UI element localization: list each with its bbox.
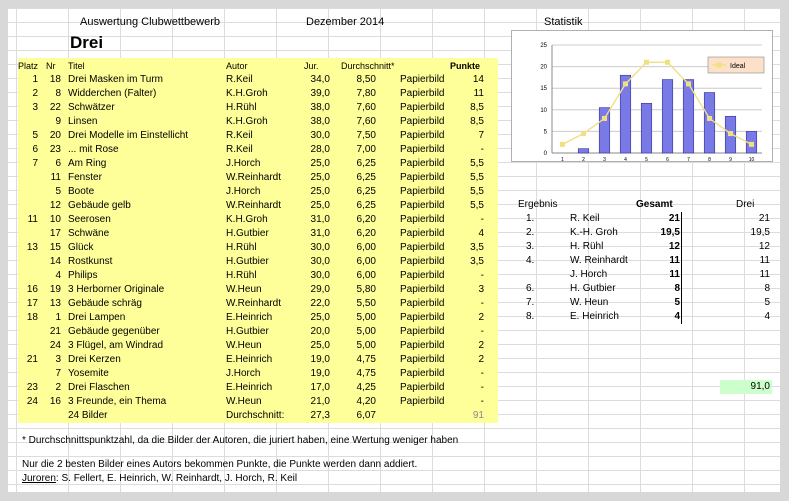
- x-tick-label: 10: [748, 157, 755, 161]
- cell-titel[interactable]: Yosemite: [68, 368, 109, 379]
- ergebnis-title: Ergebnis: [518, 199, 558, 210]
- erg-name[interactable]: K.-H. Groh: [570, 227, 618, 238]
- cell-avg[interactable]: 4,75: [356, 354, 376, 365]
- cell-avg[interactable]: 7,60: [356, 102, 376, 113]
- erg-rank[interactable]: 2.: [526, 227, 535, 238]
- cell-nr[interactable]: 15: [49, 242, 61, 253]
- legend-marker: [717, 63, 722, 68]
- cell-jur[interactable]: 38,0: [310, 102, 330, 113]
- cell-punkte[interactable]: 5,5: [470, 200, 484, 211]
- cell-jur[interactable]: 25,0: [310, 340, 330, 351]
- ideal-point: [707, 116, 712, 121]
- col-nr: Nr: [46, 61, 56, 71]
- cell-punkte[interactable]: -: [480, 214, 484, 225]
- cell-platz[interactable]: 17: [26, 298, 38, 309]
- cell-nr[interactable]: 11: [50, 172, 61, 183]
- ideal-point: [623, 81, 628, 86]
- cell-autor[interactable]: W.Reinhardt: [226, 298, 282, 309]
- cell-titel[interactable]: 3 Herborner Originale: [68, 284, 165, 295]
- header-title: Auswertung Clubwettbewerb: [80, 16, 221, 28]
- cell-platz[interactable]: 11: [27, 214, 38, 225]
- x-tick-label: 9: [729, 157, 732, 161]
- cell-jur[interactable]: 25,0: [310, 200, 330, 211]
- cell-punkte[interactable]: -: [480, 270, 484, 281]
- cell-nr[interactable]: 1: [55, 312, 61, 323]
- cell-autor[interactable]: W.Heun: [226, 396, 262, 407]
- x-tick-label: 7: [687, 157, 690, 161]
- cell-type[interactable]: Papierbild: [400, 214, 445, 225]
- cell-autor[interactable]: W.Heun: [226, 284, 262, 295]
- statistik-label: Statistik: [544, 16, 583, 28]
- jury-names: : S. Fellert, E. Heinrich, W. Reinhardt, J. Horch, R. Keil: [55, 473, 298, 484]
- cell-type[interactable]: Papierbild: [400, 158, 445, 169]
- ideal-point: [644, 60, 649, 65]
- erg-drei[interactable]: 4: [764, 311, 770, 322]
- cell-titel[interactable]: Drei Flaschen: [68, 382, 130, 393]
- cell-platz[interactable]: 5: [32, 130, 38, 141]
- cell-platz[interactable]: 6: [32, 144, 38, 155]
- cell-type[interactable]: Papierbild: [400, 326, 445, 337]
- cell-type[interactable]: Papierbild: [400, 284, 445, 295]
- cell-platz[interactable]: 1: [32, 74, 38, 85]
- cell-titel[interactable]: Fenster: [68, 172, 102, 183]
- cell-autor[interactable]: J.Horch: [226, 186, 261, 197]
- col-autor: Autor: [226, 61, 248, 71]
- bar: [641, 103, 652, 153]
- cell-avg[interactable]: 7,50: [356, 130, 376, 141]
- cell-type[interactable]: Papierbild: [400, 74, 445, 85]
- erg-total[interactable]: 11: [669, 255, 680, 266]
- cell-nr[interactable]: 19: [49, 284, 61, 295]
- erg-total-border: [681, 226, 682, 240]
- erg-rank[interactable]: 8.: [526, 311, 535, 322]
- cell-platz[interactable]: 13: [26, 242, 38, 253]
- cell-titel[interactable]: Glück: [68, 242, 94, 253]
- cell-jur[interactable]: 25,0: [310, 158, 330, 169]
- cell-nr[interactable]: 21: [49, 326, 61, 337]
- cell-autor[interactable]: W.Heun: [226, 340, 262, 351]
- cell-nr[interactable]: 8: [55, 88, 61, 99]
- cell-autor[interactable]: E.Heinrich: [226, 312, 273, 323]
- erg-total-border: [681, 268, 682, 282]
- cell-nr[interactable]: 3: [55, 354, 61, 365]
- erg-rank[interactable]: 7.: [526, 297, 535, 308]
- cell-titel[interactable]: Linsen: [68, 116, 98, 127]
- cell-jur[interactable]: 20,0: [310, 326, 330, 337]
- cell-autor[interactable]: H.Gutbier: [226, 326, 269, 337]
- cell-nr[interactable]: 5: [55, 186, 61, 197]
- cell-avg[interactable]: 6,25: [356, 172, 376, 183]
- cell-type[interactable]: Papierbild: [400, 396, 445, 407]
- erg-name[interactable]: J. Horch: [570, 269, 608, 280]
- erg-total[interactable]: 4: [674, 311, 680, 322]
- cell-jur[interactable]: 25,0: [310, 172, 330, 183]
- summary-count: 24 Bilder: [68, 410, 108, 421]
- cell-jur[interactable]: 19,0: [310, 368, 330, 379]
- cell-nr[interactable]: 22: [49, 102, 61, 113]
- cell-punkte[interactable]: 2: [478, 312, 484, 323]
- cell-avg[interactable]: 7,60: [356, 116, 376, 127]
- cell-avg[interactable]: 5,00: [356, 312, 376, 323]
- cell-autor[interactable]: H.Rühl: [226, 102, 257, 113]
- cell-jur[interactable]: 21,0: [310, 396, 330, 407]
- erg-rank[interactable]: 4.: [526, 255, 535, 266]
- ergebnis-col-total: Gesamt: [636, 199, 673, 210]
- cell-type[interactable]: Papierbild: [400, 312, 445, 323]
- cell-platz[interactable]: 16: [26, 284, 38, 295]
- cell-type[interactable]: Papierbild: [400, 354, 445, 365]
- jury-label: Juroren: [22, 473, 56, 484]
- cell-avg[interactable]: 6,25: [356, 158, 376, 169]
- spreadsheet[interactable]: [8, 8, 780, 492]
- ergebnis-col-drei: Drei: [736, 199, 755, 210]
- cell-titel[interactable]: Gebäude schräg: [68, 298, 142, 309]
- cell-avg[interactable]: 7,80: [356, 88, 376, 99]
- col-titel: Titel: [68, 61, 85, 71]
- ideal-line: [563, 62, 752, 144]
- cell-autor[interactable]: R.Keil: [226, 74, 253, 85]
- x-tick-label: 3: [603, 157, 606, 161]
- x-tick-label: 6: [666, 157, 669, 161]
- cell-avg[interactable]: 6,00: [356, 242, 376, 253]
- cell-titel[interactable]: Seerosen: [68, 214, 111, 225]
- cell-titel[interactable]: Gebäude gelb: [68, 200, 131, 211]
- cell-punkte[interactable]: -: [480, 298, 484, 309]
- cell-type[interactable]: Papierbild: [400, 298, 445, 309]
- ergebnis-sum[interactable]: 91,0: [750, 381, 770, 392]
- cell-nr[interactable]: 23: [49, 144, 61, 155]
- erg-name[interactable]: H. Gutbier: [570, 283, 616, 294]
- cell-punkte[interactable]: 3,5: [470, 256, 484, 267]
- cell-avg[interactable]: 4,75: [356, 368, 376, 379]
- y-tick-label: 10: [540, 107, 547, 114]
- cell-nr[interactable]: 10: [49, 214, 61, 225]
- cell-avg[interactable]: 6,25: [356, 186, 376, 197]
- cell-type[interactable]: Papierbild: [400, 256, 445, 267]
- cell-autor[interactable]: W.Reinhardt: [226, 200, 282, 211]
- erg-name[interactable]: W. Reinhardt: [570, 255, 628, 266]
- erg-total-border: [681, 310, 682, 324]
- cell-avg[interactable]: 5,00: [356, 326, 376, 337]
- x-tick-label: 8: [708, 157, 711, 161]
- cell-avg[interactable]: 5,80: [356, 284, 376, 295]
- erg-rank[interactable]: 3.: [526, 241, 535, 252]
- legend-label: Ideal: [730, 63, 746, 70]
- cell-autor[interactable]: R.Keil: [226, 130, 253, 141]
- cell-nr[interactable]: 4: [55, 270, 61, 281]
- cell-avg[interactable]: 6,00: [356, 270, 376, 281]
- cell-jur[interactable]: 25,0: [310, 312, 330, 323]
- cell-avg[interactable]: 6,25: [356, 200, 376, 211]
- cell-platz[interactable]: 18: [26, 312, 38, 323]
- cell-avg[interactable]: 4,20: [356, 396, 376, 407]
- cell-type[interactable]: Papierbild: [400, 368, 445, 379]
- erg-drei[interactable]: 8: [764, 283, 770, 294]
- cell-titel[interactable]: Schwäne: [68, 228, 110, 239]
- cell-punkte[interactable]: -: [480, 382, 484, 393]
- cell-jur[interactable]: 29,0: [310, 284, 330, 295]
- cell-type[interactable]: Papierbild: [400, 102, 445, 113]
- cell-platz[interactable]: 7: [32, 158, 38, 169]
- cell-autor[interactable]: R.Keil: [226, 144, 253, 155]
- cell-type[interactable]: Papierbild: [400, 382, 445, 393]
- cell-jur[interactable]: 31,0: [310, 228, 330, 239]
- cell-autor[interactable]: W.Reinhardt: [226, 172, 282, 183]
- cell-autor[interactable]: E.Heinrich: [226, 354, 273, 365]
- col-punkte: Punkte: [450, 61, 481, 71]
- cell-autor[interactable]: J.Horch: [226, 368, 261, 379]
- erg-name[interactable]: R. Keil: [570, 213, 600, 224]
- cell-nr[interactable]: 7: [55, 368, 61, 379]
- cell-avg[interactable]: 7,00: [356, 144, 376, 155]
- erg-drei[interactable]: 11: [759, 269, 770, 280]
- cell-titel[interactable]: Widderchen (Falter): [68, 88, 157, 99]
- cell-jur[interactable]: 22,0: [310, 298, 330, 309]
- cell-autor[interactable]: K.H.Groh: [226, 88, 268, 99]
- cell-jur[interactable]: 39,0: [310, 88, 330, 99]
- cell-platz[interactable]: 3: [32, 102, 38, 113]
- cell-punkte[interactable]: 8,5: [470, 116, 484, 127]
- cell-jur[interactable]: 34,0: [310, 74, 330, 85]
- cell-nr[interactable]: 17: [49, 228, 61, 239]
- cell-platz[interactable]: 24: [26, 396, 38, 407]
- cell-punkte[interactable]: 5,5: [470, 172, 484, 183]
- cell-type[interactable]: Papierbild: [400, 172, 445, 183]
- cell-jur[interactable]: 17,0: [310, 382, 330, 393]
- ideal-point: [581, 131, 586, 136]
- cell-nr[interactable]: 16: [49, 396, 61, 407]
- y-tick-label: 0: [543, 151, 547, 157]
- cell-titel[interactable]: 3 Flügel, am Windrad: [68, 340, 164, 351]
- cell-avg[interactable]: 4,25: [356, 382, 376, 393]
- cell-type[interactable]: Papierbild: [400, 340, 445, 351]
- cell-nr[interactable]: 9: [55, 116, 61, 127]
- cell-type[interactable]: Papierbild: [400, 270, 445, 281]
- ideal-point: [602, 116, 607, 121]
- ideal-point: [560, 142, 565, 147]
- cell-type[interactable]: Papierbild: [400, 186, 445, 197]
- cell-punkte[interactable]: 3,5: [470, 242, 484, 253]
- ideal-point: [686, 81, 691, 86]
- cell-nr[interactable]: 20: [49, 130, 61, 141]
- cell-punkte[interactable]: -: [480, 326, 484, 337]
- cell-punkte[interactable]: 5,5: [470, 158, 484, 169]
- cell-avg[interactable]: 5,00: [356, 340, 376, 351]
- cell-punkte[interactable]: 11: [473, 88, 484, 99]
- cell-nr[interactable]: 14: [49, 256, 61, 267]
- bar: [599, 108, 610, 153]
- cell-type[interactable]: Papierbild: [400, 116, 445, 127]
- erg-drei[interactable]: 21: [758, 213, 770, 224]
- x-tick-label: 4: [624, 157, 627, 161]
- cell-autor[interactable]: H.Gutbier: [226, 256, 269, 267]
- cell-jur[interactable]: 30,0: [310, 242, 330, 253]
- cell-jur[interactable]: 25,0: [310, 186, 330, 197]
- erg-name[interactable]: H. Rühl: [570, 241, 604, 252]
- cell-platz[interactable]: 2: [32, 88, 38, 99]
- cell-titel[interactable]: Rostkunst: [68, 256, 113, 267]
- erg-drei[interactable]: 5: [764, 297, 770, 308]
- summary-avg: 6,07: [356, 410, 376, 421]
- erg-total-border: [681, 212, 682, 226]
- cell-titel[interactable]: Drei Lampen: [68, 312, 126, 323]
- cell-type[interactable]: Papierbild: [400, 200, 445, 211]
- erg-total-border: [681, 296, 682, 310]
- cell-type[interactable]: Papierbild: [400, 144, 445, 155]
- cell-jur[interactable]: 38,0: [310, 116, 330, 127]
- bar: [704, 93, 715, 153]
- cell-jur[interactable]: 31,0: [310, 214, 330, 225]
- cell-punkte[interactable]: 5,5: [470, 186, 484, 197]
- erg-total[interactable]: 19,5: [660, 227, 680, 238]
- cell-titel[interactable]: Schwätzer: [68, 102, 115, 113]
- cell-platz[interactable]: 21: [26, 354, 38, 365]
- cell-avg[interactable]: 8,50: [356, 74, 376, 85]
- cell-jur[interactable]: 19,0: [310, 354, 330, 365]
- footnote: * Durchschnittspunktzahl, da die Bilder der Autoren, die juriert haben, eine Wertung weniger haben: [22, 435, 459, 446]
- ideal-point: [665, 60, 670, 65]
- cell-jur[interactable]: 30,0: [310, 270, 330, 281]
- chart-svg: [512, 31, 772, 161]
- cell-punkte[interactable]: -: [480, 368, 484, 379]
- erg-total-border: [681, 240, 682, 254]
- cell-avg[interactable]: 6,20: [356, 228, 376, 239]
- cell-titel[interactable]: ... mit Rose: [68, 144, 119, 155]
- erg-total-border: [681, 254, 682, 268]
- x-tick-label: 2: [582, 157, 585, 161]
- jury-note: [22, 472, 297, 486]
- y-tick-label: 25: [540, 43, 547, 49]
- cell-avg[interactable]: 5,50: [356, 298, 376, 309]
- y-tick-label: 5: [543, 129, 547, 136]
- erg-total[interactable]: 8: [674, 283, 680, 294]
- cell-punkte[interactable]: 2: [478, 354, 484, 365]
- bar: [620, 75, 631, 153]
- erg-drei[interactable]: 11: [759, 255, 770, 266]
- cell-titel[interactable]: 3 Freunde, ein Thema: [68, 396, 167, 407]
- cell-autor[interactable]: E.Heinrich: [226, 382, 273, 393]
- bar: [662, 80, 673, 153]
- page-title: Drei: [70, 33, 104, 52]
- x-tick-label: 5: [645, 157, 648, 161]
- cell-titel[interactable]: Boote: [68, 186, 95, 197]
- x-tick-label: 1: [561, 157, 564, 161]
- cell-autor[interactable]: J.Horch: [226, 158, 261, 169]
- cell-punkte[interactable]: 8,5: [470, 102, 484, 113]
- cell-titel[interactable]: Am Ring: [68, 158, 107, 169]
- cell-punkte[interactable]: 2: [478, 340, 484, 351]
- col-jur: Jur.: [304, 61, 319, 71]
- erg-rank[interactable]: 6.: [526, 283, 535, 294]
- col-platz: Platz: [18, 61, 39, 71]
- cell-jur[interactable]: 30,0: [310, 256, 330, 267]
- cell-punkte[interactable]: -: [480, 144, 484, 155]
- summary-jur: 27,3: [310, 410, 330, 421]
- summary-label: Durchschnitt:: [226, 410, 285, 421]
- erg-rank[interactable]: 1.: [526, 213, 535, 224]
- cell-nr[interactable]: 2: [55, 382, 61, 393]
- cell-avg[interactable]: 6,20: [356, 214, 376, 225]
- statistik-chart: [511, 30, 773, 162]
- erg-drei[interactable]: 19,5: [750, 227, 770, 238]
- ideal-point: [749, 142, 754, 147]
- col-durchschnitt: Durchschnitt*: [341, 61, 395, 71]
- cell-autor[interactable]: K.H.Groh: [226, 116, 268, 127]
- cell-titel[interactable]: Drei Masken im Turm: [68, 74, 164, 85]
- erg-name[interactable]: W. Heun: [570, 297, 609, 308]
- summary-pkt: 91: [472, 410, 484, 421]
- rule-note: Nur die 2 besten Bilder eines Autors bekommen Punkte, die Punkte werden dann addiert.: [22, 459, 418, 470]
- cell-punkte[interactable]: 4: [478, 228, 484, 239]
- cell-autor[interactable]: H.Rühl: [226, 270, 257, 281]
- erg-total-border: [681, 282, 682, 296]
- cell-autor[interactable]: H.Rühl: [226, 242, 257, 253]
- erg-total[interactable]: 5: [674, 297, 680, 308]
- y-tick-label: 15: [540, 86, 547, 93]
- cell-avg[interactable]: 6,00: [356, 256, 376, 267]
- cell-platz[interactable]: 23: [26, 382, 38, 393]
- erg-total[interactable]: 21: [668, 213, 680, 224]
- bar: [578, 149, 589, 153]
- cell-punkte[interactable]: 3: [478, 284, 484, 295]
- cell-jur[interactable]: 28,0: [310, 144, 330, 155]
- cell-nr[interactable]: 6: [55, 158, 61, 169]
- y-tick-label: 20: [540, 64, 547, 71]
- cell-nr[interactable]: 13: [49, 298, 61, 309]
- cell-nr[interactable]: 18: [49, 74, 61, 85]
- cell-jur[interactable]: 30,0: [310, 130, 330, 141]
- header-date: Dezember 2014: [306, 16, 385, 28]
- erg-total[interactable]: 12: [668, 241, 680, 252]
- cell-punkte[interactable]: 14: [472, 74, 484, 85]
- cell-type[interactable]: Papierbild: [400, 242, 445, 253]
- ideal-point: [728, 131, 733, 136]
- cell-punkte[interactable]: -: [480, 396, 484, 407]
- erg-drei[interactable]: 12: [758, 241, 770, 252]
- cell-punkte[interactable]: 7: [478, 130, 484, 141]
- cell-titel[interactable]: Drei Modelle im Einstellicht: [68, 130, 189, 141]
- cell-type[interactable]: Papierbild: [400, 130, 445, 141]
- cell-autor[interactable]: H.Gutbier: [226, 228, 269, 239]
- cell-titel[interactable]: Drei Kerzen: [68, 354, 121, 365]
- erg-total[interactable]: 11: [669, 269, 680, 280]
- cell-nr[interactable]: 12: [49, 200, 61, 211]
- cell-nr[interactable]: 24: [49, 340, 61, 351]
- erg-name[interactable]: E. Heinrich: [570, 311, 619, 322]
- cell-titel[interactable]: Philips: [68, 270, 98, 281]
- cell-titel[interactable]: Gebäude gegenüber: [68, 326, 160, 337]
- cell-autor[interactable]: K.H.Groh: [226, 214, 268, 225]
- cell-type[interactable]: Papierbild: [400, 88, 445, 99]
- cell-type[interactable]: Papierbild: [400, 228, 445, 239]
